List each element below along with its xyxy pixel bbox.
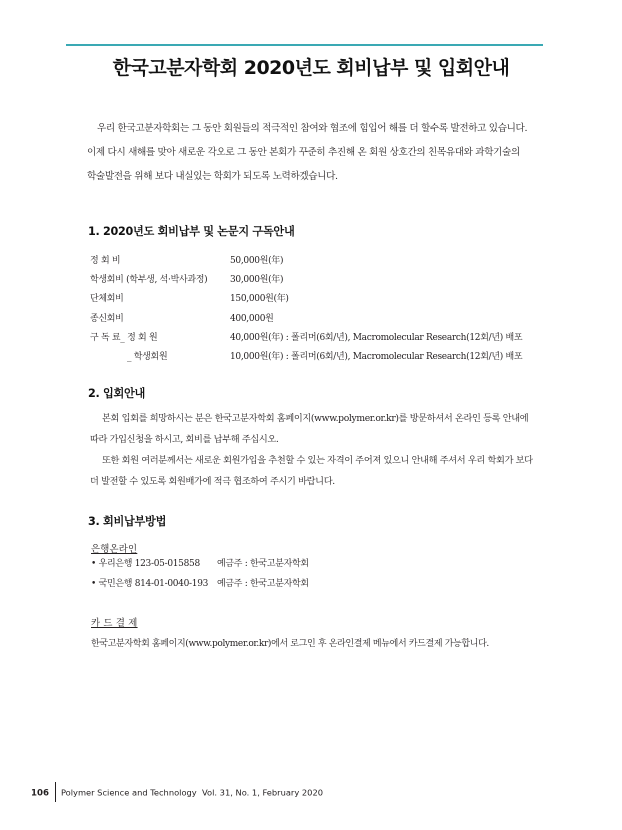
card-payment-text: 한국고분자학회 홈페이지(www.polymer.or.kr)에서 로그인 후 온라인결제 메뉴에서 카드결제 가능합니다. xyxy=(91,639,489,649)
page-footer xyxy=(31,783,323,803)
membership-line: 따라 가입신청을 하시고, 회비를 납부해 주십시오. xyxy=(90,434,279,445)
fee-row xyxy=(90,310,560,329)
fee-row xyxy=(90,329,560,348)
section1-heading: 1. 2020년도 회비납부 및 논문지 구독안내 xyxy=(88,225,295,238)
top-rule xyxy=(66,44,543,46)
fee-row xyxy=(90,271,560,290)
list-item xyxy=(91,575,309,595)
membership-line: 또한 회원 여러분께서는 새로운 회원가입을 추천할 수 있는 자격이 주어져 있으니 안내해 주셔서 우리 학회가 보다 xyxy=(102,455,533,466)
section3-heading: 3. 회비납부방법 xyxy=(88,515,167,528)
journal-name: Polymer Science and Technology xyxy=(60,787,197,798)
fee-row xyxy=(90,348,560,367)
card-payment-label: 카 드 결 제 xyxy=(91,618,138,629)
membership-line: 본회 입회를 희망하시는 분은 한국고분자학회 홈페이지(www.polymer.or.kr)를 방문하셔서 온라인 등록 안내에 xyxy=(102,413,529,424)
intro-line: 이제 다시 새해를 맞아 새로운 각오로 그 동안 본회가 꾸준히 추진해 온 회원 상호간의 친목유대와 과학기술의 xyxy=(87,147,520,158)
bank-online-label: 은행온라인 xyxy=(91,544,138,555)
footer-divider xyxy=(55,782,56,802)
account-holder: 예금주 : 한국고분자학회 xyxy=(217,559,309,569)
fee-label: _ 학생회원 xyxy=(127,351,168,362)
intro-paragraph xyxy=(87,117,547,189)
bank-list xyxy=(91,555,309,594)
fee-amount: 50,000원(年) xyxy=(230,256,284,266)
issue-info: Vol. 31, No. 1, February 2020 xyxy=(202,787,324,798)
bank-account: • 우리은행 123-05-015858 xyxy=(91,559,200,569)
fee-table xyxy=(90,252,560,367)
list-item xyxy=(91,555,309,575)
fee-amount: 400,000원 xyxy=(230,313,274,324)
fee-amount: 10,000원(年) : 폴리머(6회/년), Macromolecular Research(12회/년) 배포 xyxy=(230,351,523,362)
fee-label: 단체회비 xyxy=(90,294,124,305)
intro-line: 우리 한국고분자학회는 그 동안 회원들의 적극적인 참여와 협조에 힘입어 해를 더 할수록 발전하고 있습니다. xyxy=(97,123,528,134)
section2-heading: 2. 입회안내 xyxy=(88,387,146,400)
fee-amount: 40,000원(年) : 폴리머(6회/년), Macromolecular Research(12회/년) 배포 xyxy=(230,332,523,343)
membership-line: 더 발전할 수 있도록 회원배가에 적극 협조하여 주시기 바랍니다. xyxy=(90,476,335,487)
fee-label: 학생회비 (학부생, 석·박사과정) xyxy=(90,275,208,286)
bank-account: • 국민은행 814-01-0040-193 xyxy=(91,578,209,589)
fee-label: 구 독 료_ 정 회 원 xyxy=(90,332,158,343)
membership-paragraph xyxy=(90,408,545,492)
fee-row xyxy=(90,252,560,271)
fee-amount: 150,000원(年) xyxy=(230,294,289,305)
page-title: 한국고분자학회 2020년도 회비납부 및 입회안내 xyxy=(112,57,510,79)
fee-row xyxy=(90,290,560,309)
fee-label: 종신회비 xyxy=(90,313,124,324)
intro-line: 학술발전을 위해 보다 내실있는 학회가 되도록 노력하겠습니다. xyxy=(87,171,338,182)
page-number: 106 xyxy=(31,788,49,799)
fee-label: 정 회 비 xyxy=(90,256,121,266)
account-holder: 예금주 : 한국고분자학회 xyxy=(217,578,309,589)
fee-amount: 30,000원(年) xyxy=(230,275,284,286)
